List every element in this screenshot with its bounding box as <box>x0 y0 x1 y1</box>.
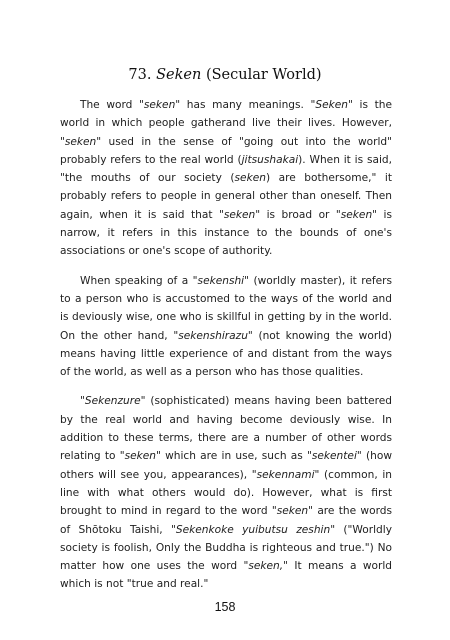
text-run: used in the sense of "going out into the world" probably refers to the real world ( <box>60 135 392 166</box>
text-run: (how others will see you, appearances), <box>60 450 392 481</box>
italic-term: "seken" <box>271 505 314 518</box>
chapter-title <box>0 66 450 84</box>
italic-term: "sekenshirazu" <box>173 329 253 342</box>
italic-term: "seken" <box>218 208 261 221</box>
text-run: which are in use, such as <box>160 450 307 463</box>
text-run: (common, in line with what others would do). However, what is first brought to mind in regard to the word <box>60 468 392 518</box>
italic-term: "seken" <box>60 135 102 148</box>
text-run: ) are bothersome," it probably refers to people in general other than oneself. Then again, when it is said that <box>60 172 392 221</box>
page-number: 158 <box>214 600 236 614</box>
italic-term: "seken" <box>139 99 181 111</box>
paragraph <box>60 272 392 382</box>
chapter-number: 73. <box>128 67 152 83</box>
text-run: (not knowing the world) means having little experience of and distant from the ways of the world, as well as a person who has those qualities. <box>60 329 392 379</box>
paragraph <box>60 392 392 593</box>
text-run: The word <box>80 99 140 111</box>
italic-term: "Sekenkoke yuibutsu zeshin" <box>171 523 336 536</box>
chapter-body <box>60 96 392 605</box>
paragraph <box>60 96 392 261</box>
chapter-term: Seken <box>156 67 202 83</box>
italic-term: "seken," <box>243 560 289 573</box>
text-run: It means a world which is not "true and real." <box>60 560 392 591</box>
text-run: is the world in which people gatherand live their lives. However, <box>60 99 392 130</box>
italic-term: "Seken" <box>310 99 353 111</box>
italic-term: "seken" <box>335 208 378 221</box>
italic-term: "sekennami" <box>251 468 320 481</box>
chapter-subtitle: (Secular World) <box>205 67 322 83</box>
italic-term: "sekenshi" <box>192 274 249 287</box>
italic-term: seken <box>234 172 266 185</box>
text-run: is broad or <box>260 208 336 221</box>
italic-term: jitsushakai <box>241 153 299 166</box>
italic-term: "sekentei" <box>307 450 362 463</box>
text-run: ). When it is said, "the mouths of our society ( <box>60 153 392 185</box>
text-run: are the words of Shōtoku Taishi, <box>60 505 392 536</box>
italic-term: "Sekenzure" <box>80 395 146 408</box>
text-run: ("Worldly society is foolish, Only the Buddha is righteous and true.") No matter how one uses the word <box>60 523 392 573</box>
text-run: (worldly master), it refers to a person who is accustomed to the ways of the world and is deviously wise, one who is skillful in getting by in the world. On the other hand, <box>60 274 392 342</box>
text-run: is narrow, it refers in this instance to the bounds of one's associations or one's scope of authority. <box>60 208 392 258</box>
italic-term: "seken" <box>119 450 161 463</box>
text-run: has many meanings. <box>180 99 311 111</box>
text-run: (sophisticated) means having been battered by the real world and having become deviously wise. In addition to these terms, there are a number of other words relating to <box>60 395 392 463</box>
text-run: When speaking of a <box>80 274 193 287</box>
